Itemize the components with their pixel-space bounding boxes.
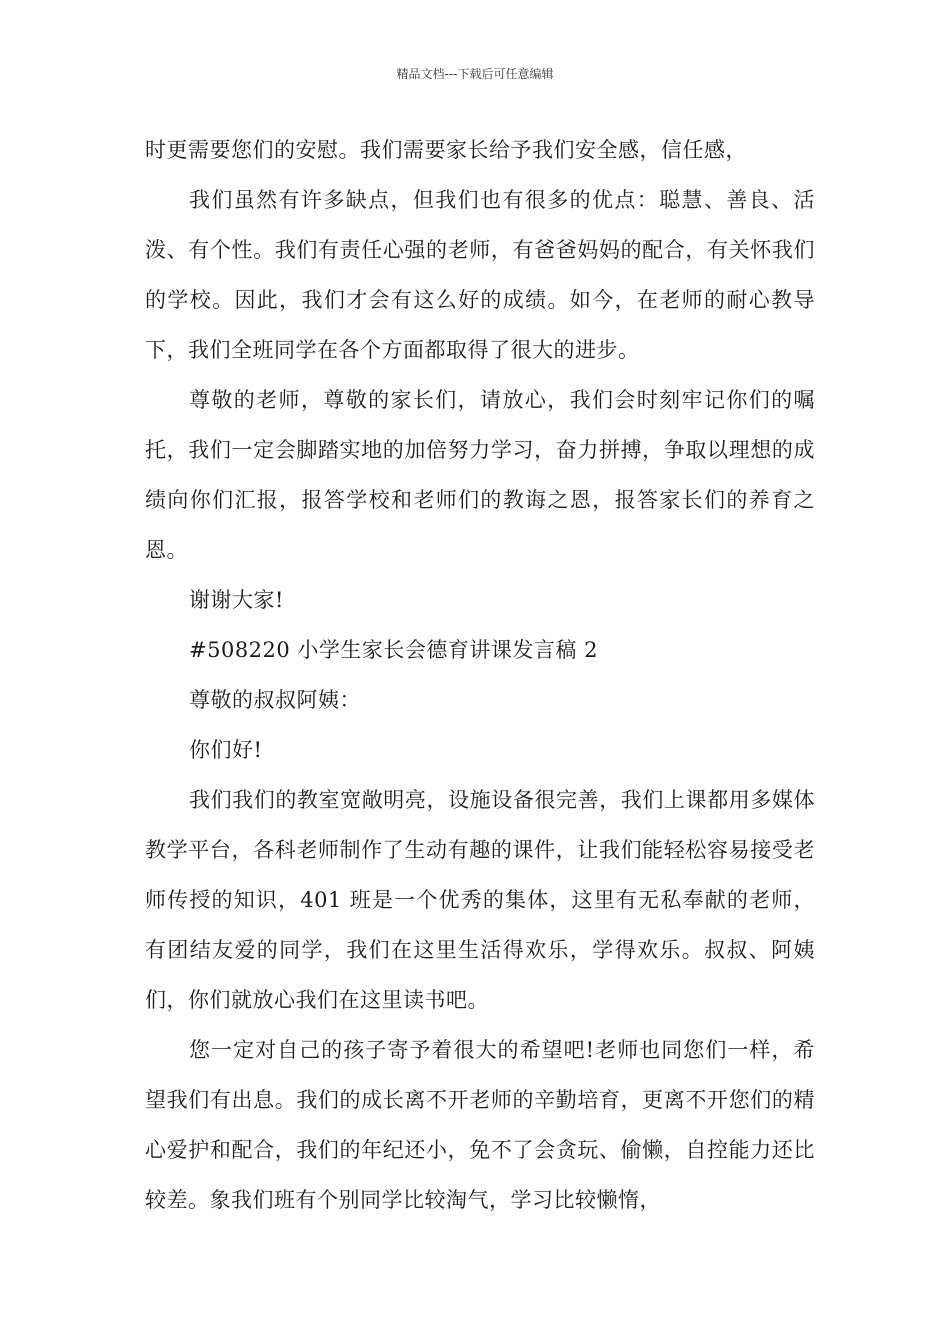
section-heading: #508220 小学生家长会德育讲课发言稿 2 xyxy=(189,638,598,662)
closing-thanks: 谢谢大家! xyxy=(189,588,284,612)
greeting: 你们好! xyxy=(189,738,263,762)
paragraph-3: 尊敬的老师，尊敬的家长们，请放心，我们会时刻牢记你们的嘱托，我们一定会脚踏实地的加倍努力学习，奋力拼搏，争取以理想的成绩向你们汇报，报答学校和老师们的教诲之恩，报答家长们的养育之恩。 xyxy=(145,388,815,562)
paragraph-classroom: 我们我们的教室宽敞明亮，设施设备很完善，我们上课都用多媒体教学平台，各科老师制作了生动有趣的课件，让我们能轻松容易接受老师传授的知识，401 班是一个优秀的集体，这里有无私奉献的老师，有团结友爱的同学，我们在这里生活得欢乐，学得欢乐。叔叔、阿姨们，你们就放心我们在这里读书吧。 xyxy=(145,788,815,1012)
paragraph-2: 我们虽然有许多缺点，但我们也有很多的优点：聪慧、善良、活泼、有个性。我们有责任心强的老师，有爸爸妈妈的配合，有关怀我们的学校。因此，我们才会有这么好的成绩。如今，在老师的耐心教导下，我们全班同学在各个方面都取得了很大的进步。 xyxy=(145,188,815,362)
paragraph-1: 时更需要您们的安慰。我们需要家长给予我们安全感，信任感， xyxy=(145,138,747,162)
paragraph-hopes: 您一定对自己的孩子寄予着很大的希望吧!老师也同您们一样，希望我们有出息。我们的成长离不开老师的辛勤培育，更离不开您们的精心爱护和配合，我们的年纪还小，免不了会贪玩、偷懒，自控能力还比较差。象我们班有个别同学比较淘气，学习比较懒惰， xyxy=(145,1038,815,1212)
document-body xyxy=(145,125,815,1225)
page-header: 精品文档---下载后可任意编辑 xyxy=(396,67,554,81)
salutation: 尊敬的叔叔阿姨： xyxy=(189,688,361,712)
